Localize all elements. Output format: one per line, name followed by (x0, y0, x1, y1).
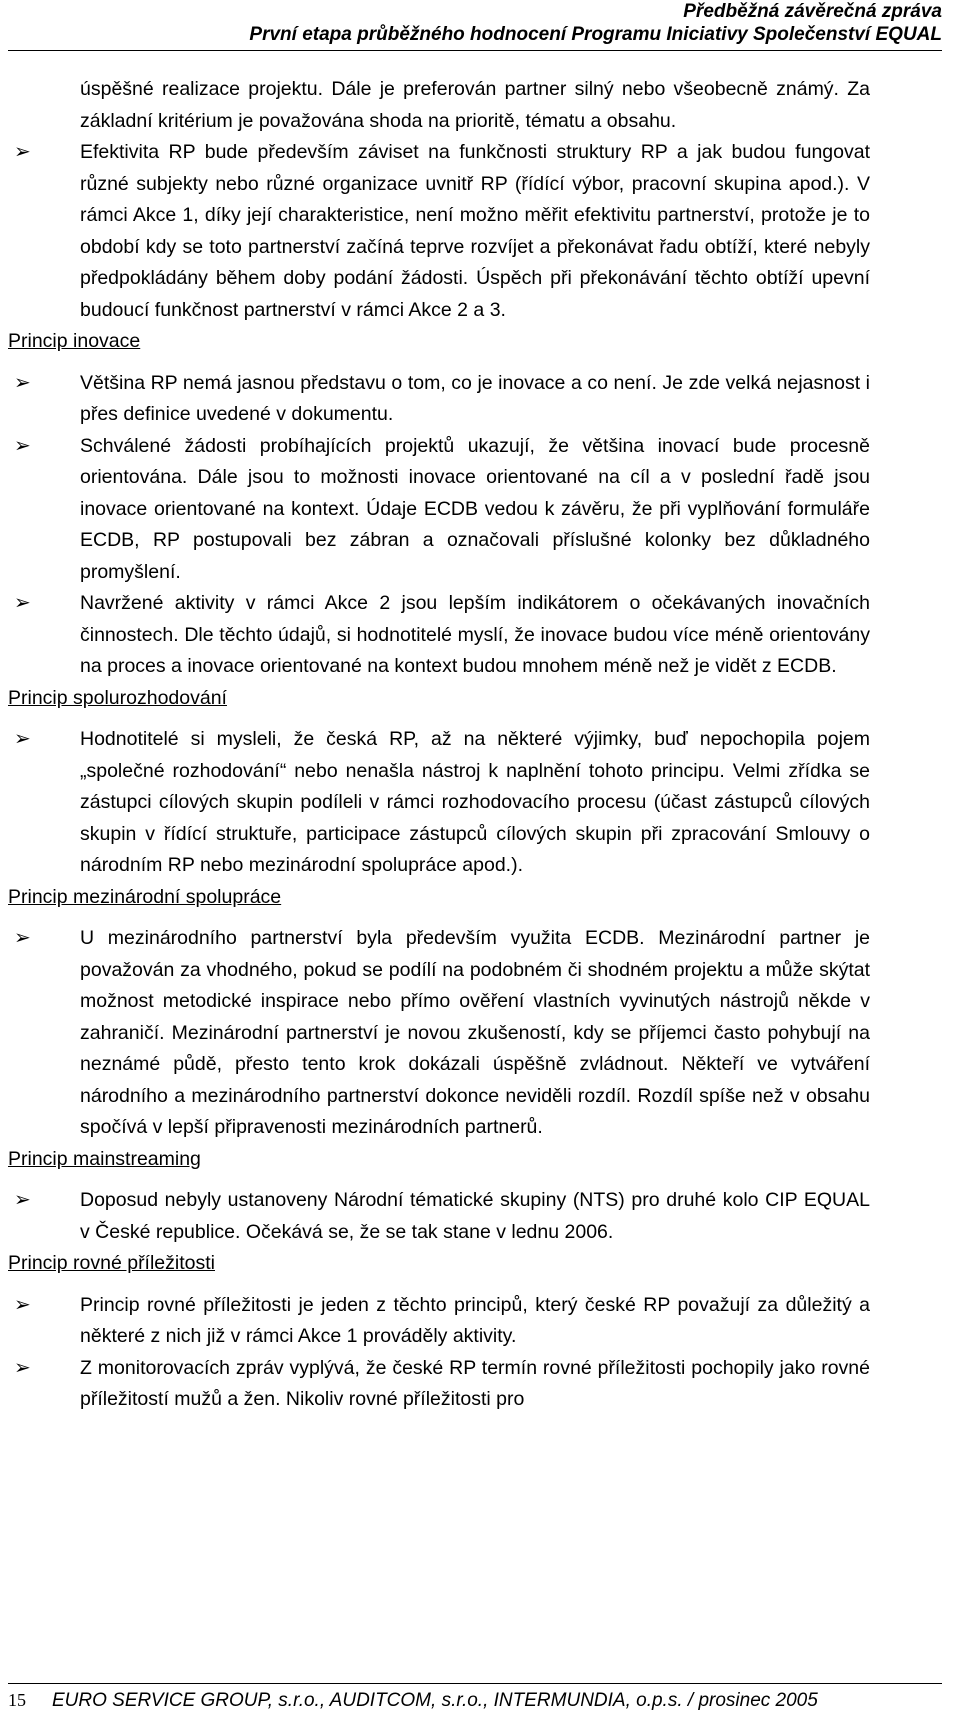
arrowhead-bullet-icon: ➢ (14, 1356, 31, 1379)
section-heading-mezinarodni: Princip mezinárodní spolupráce (8, 885, 282, 908)
arrowhead-bullet-icon: ➢ (14, 371, 31, 394)
section-heading-mainstreaming: Princip mainstreaming (8, 1147, 201, 1170)
list-item (8, 1290, 870, 1353)
list-item-text: Efektivita RP bude především záviset na funkčnosti struktury RP a jak budou fungovat různé subjekty nebo různé organizace uvnitř RP (řídící výbor, pracovní skupina apod.). V rámci Akce 1, díky její charakteristice, není možno měřit efektivitu partnerství, protože je to období kdy se toto partnerství začíná teprve rozvíjet a překonávat řadu obtíží, které nebyly předpokládány během doby podání žádosti. Úspěch při překonávání těchto obtíží upevní budoucí funkčnost partnerství v rámci Akce 2 a 3. (80, 141, 870, 321)
intro-continuation: úspěšné realizace projektu. Dále je preferován partner silný nebo všeobecně známý. Za základní kritérium je považována shoda na prioritě, tématu a obsahu. (80, 78, 870, 132)
list-item-text: Většina RP nemá jasnou představu o tom, co je inovace a co není. Je zde velká nejasnost i přes definice uvedené v dokumentu. (80, 371, 870, 425)
footer-divider (8, 1683, 942, 1684)
arrowhead-bullet-icon: ➢ (14, 1189, 31, 1211)
report-subtitle: První etapa průběžného hodnocení Programu Iniciativy Společenství EQUAL (249, 24, 942, 45)
list-item (8, 588, 870, 683)
arrowhead-bullet-icon: ➢ (14, 434, 31, 457)
list-item-text: Doposud nebyly ustanoveny Národní tématické skupiny (NTS) pro druhé kolo CIP EQUAL v České republice. Očekává se, že se tak stane v lednu 2006. (80, 1189, 870, 1243)
page-number: 15 (8, 1690, 26, 1710)
list-item-text: U mezinárodního partnerství byla především využita ECDB. Mezinárodní partner je považován za vhodného, pokud se podílí na podobném či shodném projektu a může skýtat možnost metodické inspirace nebo přímo ověření vlastních vyvinutých nástrojů někde v zahraničí. Mezinárodní partnerství je novou zkušeností, kdy se příjemci často pohybují na neznámé půdě, přesto tento krok dokázali úspěšně zvládnout. Někteří ve vytváření národního a mezinárodního partnerství dokonce neviděli rozdíl. Rozdíl spíše než v obsahu spočívá v lepší připravenosti mezinárodních partnerů. (80, 927, 870, 1138)
list-item (8, 1185, 870, 1248)
section-heading-rovne: Princip rovné příležitosti (8, 1252, 215, 1274)
report-title: Předběžná závěrečná zpráva (683, 1, 942, 22)
arrowhead-bullet-icon: ➢ (14, 1293, 31, 1316)
list-item-text: Navržené aktivity v rámci Akce 2 jsou lepším indikátorem o očekávaných inovačních činnostech. Dle těchto údajů, si hodnotitelé myslí, že inovace budou více méně orientovány na proces a inovace orientované na kontext budou mnohem méně než je vidět z ECDB. (80, 592, 870, 677)
arrowhead-bullet-icon: ➢ (14, 927, 31, 949)
page-footer (8, 1690, 818, 1712)
list-item (8, 724, 870, 882)
list-item (8, 923, 870, 1144)
list-item (8, 1353, 870, 1416)
arrowhead-bullet-icon: ➢ (14, 592, 31, 614)
list-item (8, 137, 870, 326)
list-item-text: Hodnotitelé si mysleli, že česká RP, až na některé výjimky, buď nepochopila pojem „společné rozhodování“ nebo nenašla nástroj k naplnění tohoto principu. Velmi zřídka se zástupci cílových skupin podíleli v rámci rozhodovacího procesu (účast zástupců cílových skupin v řídící struktuře, participace zástupců cílových skupin při zpracování Smlouvy o národním RP nebo mezinárodní spolupráce apod.). (80, 728, 870, 876)
list-item-text: Z monitorovacích zpráv vyplývá, že české RP termín rovné příležitosti pochopily jako rovné příležitostí mužů a žen. Nikoliv rovné příležitosti pro (80, 1356, 870, 1410)
footer-text: EURO SERVICE GROUP, s.r.o., AUDITCOM, s.r.o., INTERMUNDIA, o.p.s. / prosinec 2005 (52, 1690, 818, 1711)
arrowhead-bullet-icon: ➢ (14, 728, 31, 750)
section-heading-inovace: Princip inovace (8, 330, 141, 352)
list-item-text: Princip rovné příležitosti je jeden z těchto principů, který české RP považují za důležitý a některé z nich již v rámci Akce 1 prováděly aktivity. (80, 1293, 870, 1347)
header-divider (8, 50, 942, 51)
arrowhead-bullet-icon: ➢ (14, 141, 31, 163)
list-item (8, 431, 870, 589)
list-item (8, 368, 870, 431)
list-item-text: Schválené žádosti probíhajících projektů ukazují, že většina inovací bude procesně orientována. Dále jsou to možnosti inovace orientované na cíl a v poslední řadě jsou inovace orientované na kontext. Údaje ECDB vedou k závěru, že při vyplňování formuláře ECDB, RP postupovali bez zábran a označovali příslušné kolonky bez důkladného promyšlení. (80, 434, 870, 583)
section-heading-spolurozhodovani: Princip spolurozhodování (8, 686, 227, 709)
page-header (249, 0, 942, 46)
document-body (8, 74, 870, 1416)
